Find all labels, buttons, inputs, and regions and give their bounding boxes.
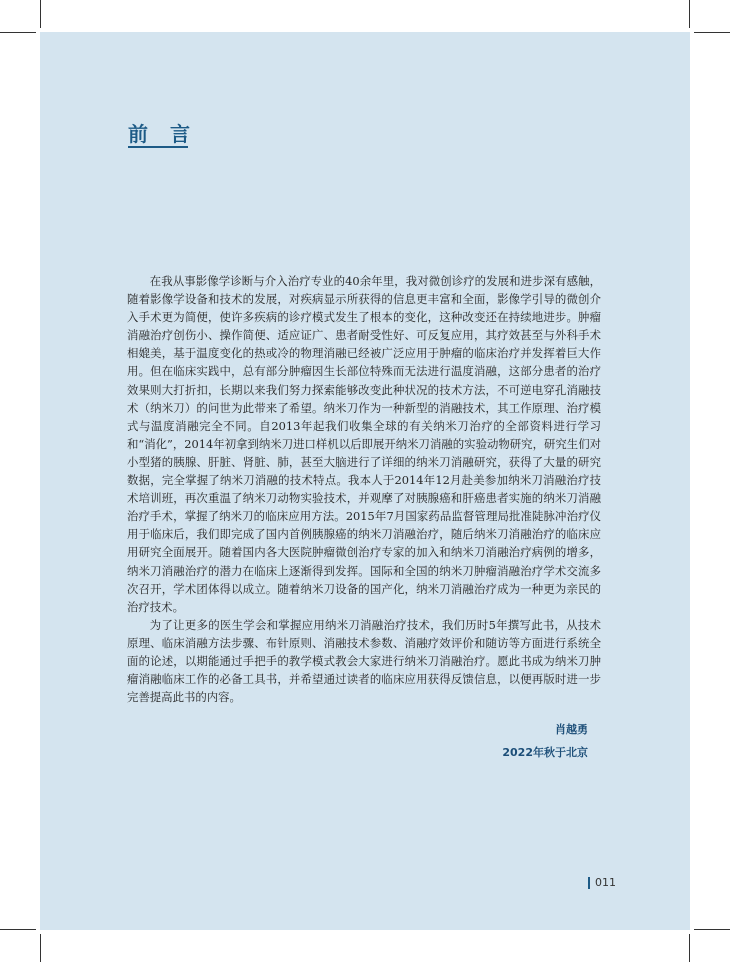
crop-mark-bottom-right-v <box>689 934 690 962</box>
crop-mark-bottom-left-v <box>40 934 41 962</box>
page-number: 011 <box>595 876 616 889</box>
date-place: 2022年秋于北京 <box>502 746 588 759</box>
preface-paragraph-1: 在我从事影像学诊断与介入治疗专业的40余年里，我对微创诊疗的发展和进步深有感触，随着影像学设备和技术的发展，对疾病显示所获得的信息更丰富和全面，影像学引导的微创介入手术更为简便，使许多疾病的诊疗模式发生了根本的变化，这种改变还在持续地进步。肿瘤消融治疗创伤小、操作简便、适应证广、患者耐受性好、可反复应用，其疗效甚至与外科手术相媲美，基于温度变化的热或冷的物理消融已经被广泛应用于肿瘤的临床治疗并发挥着巨大作用。但在临床实践中，总有部分肿瘤因生长部位特殊而无法进行温度消融，这部分患者的治疗效果则大打折扣，长期以来我们努力探索能够改变此种状况的技术方法，不可逆电穿孔消融技术（纳米刀）的问世为此带来了希望。纳米刀作为一种新型的消融技术，其工作原理、治疗模式与温度消融完全不同。自2013年起我们收集全球的有关纳米刀治疗的全部资料进行学习和“消化”，2014年初拿到纳米刀进口样机以后即展开纳米刀消融的实验动物研究，研究生们对小型猪的胰腺、肝脏、肾脏、肺，甚至大脑进行了详细的纳米刀消融研究，获得了大量的研究数据，完全掌握了纳米刀消融的技术特点。我本人于2014年12月赴美参加纳米刀消融治疗技术培训班，再次重温了纳米刀动物实验技术，并观摩了对胰腺癌和肝癌患者实施的纳米刀消融治疗手术，掌握了纳米刀的临床应用方法。2015年7月国家药品监督管理局批准陡脉冲治疗仪用于临床后，我们即完成了国内首例胰腺癌的纳米刀消融治疗，随后纳米刀消融治疗的临床应用研究全面展开。随着国内各大医院肿瘤微创治疗专家的加入和纳米刀消融治疗病例的增多，纳米刀消融治疗的潜力在临床上逐渐得到发挥。国际和全国的纳米刀肿瘤消融治疗学术交流多次召开，学术团体得以成立。随着纳米刀设备的国产化，纳米刀消融治疗成为一种更为亲民的治疗技术。 <box>127 274 601 614</box>
crop-mark-bottom-left-h <box>0 929 36 930</box>
crop-mark-top-left-h <box>0 32 36 33</box>
crop-mark-top-right-h <box>694 32 730 33</box>
title-underline <box>128 146 188 148</box>
page-title: 前言 <box>128 122 212 146</box>
crop-mark-top-right-v <box>689 0 690 28</box>
crop-mark-top-left-v <box>40 0 41 28</box>
author-name: 肖越勇 <box>555 723 588 736</box>
signature-block <box>502 718 588 764</box>
page-number-block <box>588 876 616 889</box>
crop-mark-bottom-right-h <box>694 929 730 930</box>
preface-body <box>127 272 601 706</box>
preface-paragraph-2: 为了让更多的医生学会和掌握应用纳米刀消融治疗技术，我们历时5年撰写此书，从技术原理、临床消融方法步骤、布针原则、消融技术参数、消融疗效评价和随访等方面进行系统全面的论述，以期能通过手把手的教学模式教会大家进行纳米刀消融治疗。愿此书成为纳米刀肿瘤消融临床工作的必备工具书，并希望通过读者的临床应用获得反馈信息，以便再版时进一步完善提高此书的内容。 <box>127 617 601 705</box>
folio-bar <box>588 877 590 889</box>
